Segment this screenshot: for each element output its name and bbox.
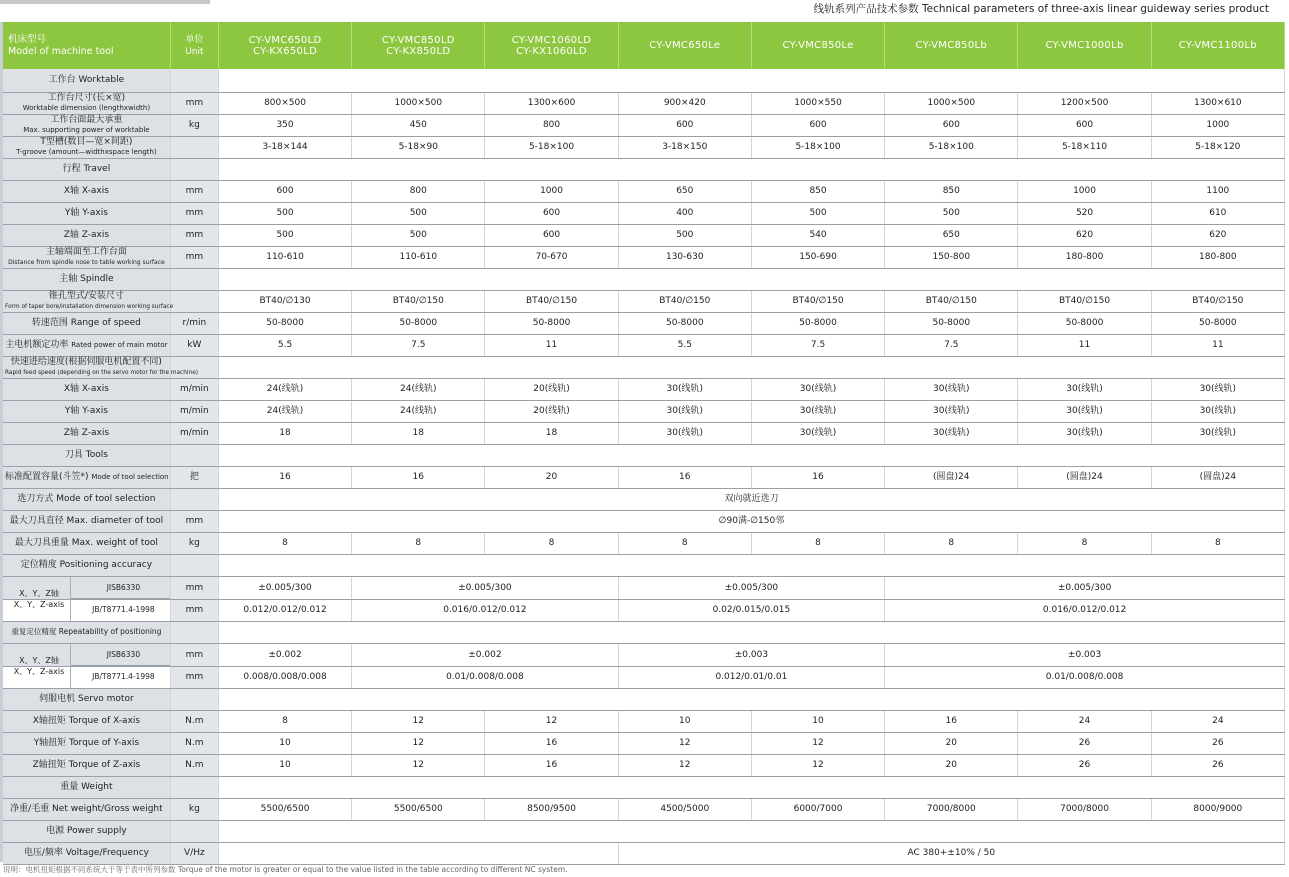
table-row (3, 312, 1285, 334)
section-row-weight (3, 776, 1285, 798)
value-cell: 8 (485, 532, 618, 554)
unit-cell (170, 136, 218, 158)
row-label: X轴 X-axis (3, 180, 170, 202)
value-cell: (圆盘)24 (1018, 466, 1151, 488)
header-row (3, 22, 1285, 69)
value-cell: 1300×610 (1151, 92, 1284, 114)
value-cell: 800 (485, 114, 618, 136)
table-row (3, 400, 1285, 422)
value-cell: 1000×500 (885, 92, 1018, 114)
value-cell: 650 (885, 224, 1018, 246)
model-name-alt: CY-KX1060LD (516, 45, 587, 57)
section-row-servo (3, 688, 1285, 710)
unit-cell: N.m (170, 710, 218, 732)
section-row-travel (3, 158, 1285, 180)
value-cell: 5-18×100 (485, 136, 618, 158)
value-cell: 11 (1018, 334, 1151, 356)
section-row-spindle (3, 268, 1285, 290)
value-cell: 12 (352, 732, 485, 754)
value-cell: 50-8000 (885, 312, 1018, 334)
model-header (485, 22, 618, 69)
unit-label-cn: 单位 (185, 34, 204, 45)
value-cell: 900×420 (618, 92, 751, 114)
value-cell: ±0.005/300 (885, 576, 1285, 599)
value-cell: 500 (352, 224, 485, 246)
value-cell: BT40/∅150 (1151, 290, 1284, 312)
model-label-cell (3, 22, 170, 69)
model-name: CY-VMC850Lb (915, 40, 988, 51)
table-row (3, 732, 1285, 754)
value-cell: 5.5 (618, 334, 751, 356)
row-label: 选刀方式 Mode of tool selection (3, 488, 170, 510)
value-cell: 8 (1151, 532, 1284, 554)
row-label: X轴扭矩 Torque of X-axis (3, 710, 170, 732)
model-header (885, 22, 1018, 69)
value-cell: 500 (618, 224, 751, 246)
value-cell: 30(线轨) (751, 378, 884, 400)
model-header (1151, 22, 1284, 69)
model-header (1018, 22, 1151, 69)
row-label: 最大刀具重量 Max. weight of tool (3, 532, 170, 554)
row-label: 快速进给速度(根据伺服电机配置不同) Rapid feed speed (depending on the servo motor for the machine) (3, 356, 170, 378)
row-label: 工作台面最大承重 Max. supporting power of worktable (3, 114, 170, 136)
model-name-alt: CY-KX850LD (386, 45, 451, 57)
value-cell: 5.5 (218, 334, 351, 356)
value-cell: 180-800 (1151, 246, 1284, 268)
table-row (3, 488, 1285, 510)
value-cell: 8 (618, 532, 751, 554)
value-cell: 7.5 (885, 334, 1018, 356)
section-label: 定位精度 Positioning accuracy (3, 554, 170, 576)
model-name: CY-VMC650LD (248, 34, 322, 46)
value-cell: 1000 (485, 180, 618, 202)
value-cell: 10 (218, 732, 351, 754)
table-row (3, 136, 1285, 158)
value-cell: 30(线轨) (1151, 422, 1284, 444)
value-cell: 12 (485, 710, 618, 732)
value-cell: 20 (485, 466, 618, 488)
value-cell: 30(线轨) (751, 422, 884, 444)
value-cell: 0.02/0.015/0.015 (618, 599, 885, 621)
value-cell: 12 (618, 732, 751, 754)
table-row (3, 334, 1285, 356)
value-cell: 26 (1151, 732, 1284, 754)
value-cell: 0.008/0.008/0.008 (218, 666, 351, 688)
value-cell: 24 (1018, 710, 1151, 732)
row-label: 工作台尺寸(长×宽) Worktable dimension (lengthxwidth) (3, 92, 170, 114)
footnote: 说明：电机扭矩根据不同系统大于等于表中所列参数 Torque of the motor is greater or equal to the value listed in the table according to different NC system. (3, 865, 568, 874)
value-cell: BT40/∅150 (618, 290, 751, 312)
value-cell: 20 (885, 754, 1018, 776)
value-cell: 26 (1018, 754, 1151, 776)
value-cell: BT40/∅150 (751, 290, 884, 312)
value-cell: 600 (618, 114, 751, 136)
unit-label-en: Unit (185, 46, 204, 57)
value-cell: 8 (885, 532, 1018, 554)
value-cell: 600 (751, 114, 884, 136)
section-label: 工作台 Worktable (3, 69, 170, 92)
value-cell: 16 (352, 466, 485, 488)
model-header (352, 22, 485, 69)
value-cell: 110-610 (218, 246, 351, 268)
section-label: 刀具 Tools (3, 444, 170, 466)
value-cell: 11 (485, 334, 618, 356)
unit-cell: N.m (170, 732, 218, 754)
unit-cell: mm (170, 510, 218, 532)
row-label: Y轴扭矩 Torque of Y-axis (3, 732, 170, 754)
table-row (3, 180, 1285, 202)
section-row-tools (3, 444, 1285, 466)
table-row (3, 798, 1285, 820)
value-cell: 610 (1151, 202, 1284, 224)
value-cell: 110-610 (352, 246, 485, 268)
section-label: 重复定位精度 Repeatability of positioning (3, 621, 170, 643)
value-cell: 850 (751, 180, 884, 202)
axes-group: X、Y、Z轴 X、Y、Z-axis JISB6330 JB/T8771.4-1998 (3, 644, 170, 688)
value-cell: ±0.002 (218, 643, 351, 666)
section-label: 重量 Weight (3, 776, 170, 798)
value-cell: 8 (218, 710, 351, 732)
row-label: Z轴扭矩 Torque of Z-axis (3, 754, 170, 776)
value-cell: 1000 (1018, 180, 1151, 202)
row-label (3, 643, 170, 681)
previous-page-edge (0, 0, 210, 4)
value-cell: 500 (885, 202, 1018, 224)
row-label: 锥孔型式/安装尺寸 Form of taper bore/installation dimension working surface (3, 290, 170, 312)
value-cell: 450 (352, 114, 485, 136)
value-cell: 500 (352, 202, 485, 224)
value-cell: 18 (352, 422, 485, 444)
unit-cell: kg (170, 798, 218, 820)
value-cell: 50-8000 (352, 312, 485, 334)
value-cell: 24 (1151, 710, 1284, 732)
value-cell: 400 (618, 202, 751, 224)
unit-cell: N.m (170, 754, 218, 776)
model-header (218, 22, 351, 69)
value-cell: 26 (1018, 732, 1151, 754)
value-cell: 16 (618, 466, 751, 488)
unit-cell: kg (170, 114, 218, 136)
value-cell: 650 (618, 180, 751, 202)
table-row (3, 510, 1285, 532)
value-cell: 1300×600 (485, 92, 618, 114)
value-cell: 7.5 (352, 334, 485, 356)
value-cell: 24(线轨) (352, 400, 485, 422)
value-cell: 7000/8000 (885, 798, 1018, 820)
value-cell: 5-18×100 (885, 136, 1018, 158)
value-cell: 0.01/0.008/0.008 (352, 666, 619, 688)
value-cell: 0.016/0.012/0.012 (885, 599, 1285, 621)
value-cell: 50-8000 (751, 312, 884, 334)
value-cell: 8 (218, 532, 351, 554)
page-title: 线轨系列产品技术参数 Technical parameters of three-axis linear guideway series product (813, 3, 1269, 15)
value-cell: BT40/∅150 (485, 290, 618, 312)
table-row (3, 114, 1285, 136)
row-label: Z轴 Z-axis (3, 224, 170, 246)
value-cell: 130-630 (618, 246, 751, 268)
value-cell: 600 (885, 114, 1018, 136)
unit-cell: mm (170, 643, 218, 666)
row-label: X轴 X-axis (3, 378, 170, 400)
value-cell: 150-690 (751, 246, 884, 268)
value-cell: 8000/9000 (1151, 798, 1284, 820)
unit-cell: m/min (170, 378, 218, 400)
row-label: Z轴 Z-axis (3, 422, 170, 444)
row-label: Y轴 Y-axis (3, 202, 170, 224)
value-cell: 800 (352, 180, 485, 202)
value-cell: 1000 (1151, 114, 1284, 136)
value-cell: BT40/∅150 (1018, 290, 1151, 312)
value-cell: 1000×550 (751, 92, 884, 114)
value-cell: 12 (352, 710, 485, 732)
value-cell: 50-8000 (618, 312, 751, 334)
value-cell: 30(线轨) (618, 378, 751, 400)
value-cell: 30(线轨) (885, 422, 1018, 444)
value-cell: 18 (218, 422, 351, 444)
value-cell: 11 (1151, 334, 1284, 356)
value-cell: 18 (485, 422, 618, 444)
value-cell: 10 (218, 754, 351, 776)
value-cell: 1000×500 (352, 92, 485, 114)
value-cell: 24(线轨) (352, 378, 485, 400)
row-label: 最大刀具直径 Max. diameter of tool (3, 510, 170, 532)
table-row (3, 224, 1285, 246)
unit-label-cell (170, 22, 218, 69)
value-cell: 10 (618, 710, 751, 732)
value-cell: 16 (885, 710, 1018, 732)
value-cell: 8 (1018, 532, 1151, 554)
unit-cell: m/min (170, 422, 218, 444)
row-label: 标准配置容量(斗笠*) Mode of tool selection (3, 466, 170, 488)
value-cell: 5-18×120 (1151, 136, 1284, 158)
unit-cell: mm (170, 180, 218, 202)
value-cell: 500 (218, 224, 351, 246)
table-row (3, 710, 1285, 732)
value-cell: 350 (218, 114, 351, 136)
section-label: 伺服电机 Servo motor (3, 688, 170, 710)
value-cell: 24(线轨) (218, 400, 351, 422)
value-cell: 600 (485, 202, 618, 224)
value-cell: BT40/∅150 (885, 290, 1018, 312)
table-row (3, 599, 1285, 621)
value-cell: 12 (751, 754, 884, 776)
unit-cell: V/Hz (170, 842, 218, 864)
value-cell: 0.012/0.012/0.012 (218, 599, 351, 621)
axes-group: X、Y、Z轴 X、Y、Z-axis JISB6330 JB/T8771.4-1998 (3, 577, 170, 621)
value-cell: 30(线轨) (885, 400, 1018, 422)
value-cell: 16 (485, 732, 618, 754)
row-label: 净重/毛重 Net weight/Gross weight (3, 798, 170, 820)
value-cell: (圆盘)24 (885, 466, 1018, 488)
value-cell: 30(线轨) (1018, 422, 1151, 444)
row-label: T型槽(数目—宽×间距) T-groove (amount—widthxspace length) (3, 136, 170, 158)
table-row (3, 378, 1285, 400)
unit-cell: 把 (170, 466, 218, 488)
value-cell: 520 (1018, 202, 1151, 224)
model-header (618, 22, 751, 69)
table-row (3, 422, 1285, 444)
value-cell: ±0.005/300 (352, 576, 619, 599)
value-cell: 30(线轨) (618, 422, 751, 444)
value-cell: ±0.002 (352, 643, 619, 666)
value-cell: 30(线轨) (885, 378, 1018, 400)
value-cell: 600 (485, 224, 618, 246)
value-cell: BT40/∅130 (218, 290, 351, 312)
section-row-repeatability (3, 621, 1285, 643)
value-cell: 620 (1018, 224, 1151, 246)
value-cell: 30(线轨) (751, 400, 884, 422)
model-label-en: Model of machine tool (8, 45, 114, 57)
value-cell: 30(线轨) (1018, 378, 1151, 400)
value-cell: 6000/7000 (751, 798, 884, 820)
value-cell: ±0.003 (618, 643, 885, 666)
section-label: 电源 Power supply (3, 820, 170, 842)
value-cell: 5-18×100 (751, 136, 884, 158)
table-row (3, 290, 1285, 312)
value-cell: 30(线轨) (1151, 378, 1284, 400)
unit-cell: mm (170, 92, 218, 114)
value-cell: 500 (218, 202, 351, 224)
model-name-alt: CY-KX650LD (252, 45, 318, 57)
model-name: CY-VMC1000Lb (1045, 40, 1124, 51)
spec-table (3, 22, 1285, 865)
value-cell: 8 (751, 532, 884, 554)
model-name: CY-VMC850LD (381, 34, 455, 46)
value-cell: 540 (751, 224, 884, 246)
model-header (751, 22, 884, 69)
value-cell: BT40/∅150 (352, 290, 485, 312)
unit-cell: mm (170, 576, 218, 599)
value-cell: 26 (1151, 754, 1284, 776)
value-cell: 12 (352, 754, 485, 776)
row-label: 转速范围 Range of speed (3, 312, 170, 334)
row-label: Y轴 Y-axis (3, 400, 170, 422)
value-cell: 16 (218, 466, 351, 488)
value-cell: 620 (1151, 224, 1284, 246)
value-cell: 20(线轨) (485, 378, 618, 400)
value-cell: 600 (1018, 114, 1151, 136)
value-cell: 8 (352, 532, 485, 554)
value-cell: 3-18×144 (218, 136, 351, 158)
value-cell: 5-18×90 (352, 136, 485, 158)
value-cell: 7.5 (751, 334, 884, 356)
value-cell: 1100 (1151, 180, 1284, 202)
model-name: CY-VMC850Le (782, 40, 854, 51)
table-row (3, 754, 1285, 776)
value-cell: ±0.005/300 (218, 576, 351, 599)
section-row-positioning (3, 554, 1285, 576)
value-cell: 50-8000 (1151, 312, 1284, 334)
value-cell: 5500/6500 (218, 798, 351, 820)
value-cell: (圆盘)24 (1151, 466, 1284, 488)
section-row-worktable (3, 69, 1285, 92)
value-cell: 20(线轨) (485, 400, 618, 422)
table-row (3, 643, 1285, 666)
unit-cell: mm (170, 666, 218, 688)
value-cell: 50-8000 (1018, 312, 1151, 334)
value-cell: 1200×500 (1018, 92, 1151, 114)
table-row (3, 92, 1285, 114)
unit-cell: mm (170, 599, 218, 621)
unit-cell: m/min (170, 400, 218, 422)
value-cell: 30(线轨) (1151, 400, 1284, 422)
value-cell: 50-8000 (218, 312, 351, 334)
model-name: CY-VMC1060LD (511, 34, 592, 46)
table-row (3, 842, 1285, 864)
value-cell: 850 (885, 180, 1018, 202)
unit-cell (170, 488, 218, 510)
value-cell: 16 (751, 466, 884, 488)
row-label: 主电机额定功率 Rated power of main motor (3, 334, 170, 356)
section-row-rapid (3, 356, 1285, 378)
value-cell: 70-670 (485, 246, 618, 268)
value-cell: ±0.003 (885, 643, 1285, 666)
model-label-cn: 机床型号 (8, 33, 47, 45)
value-cell: 5500/6500 (352, 798, 485, 820)
value-cell: ±0.005/300 (618, 576, 885, 599)
value-cell: 600 (218, 180, 351, 202)
section-label: 行程 Travel (3, 158, 170, 180)
row-label (3, 576, 170, 614)
value-cell: 150-800 (885, 246, 1018, 268)
value-cell: 30(线轨) (618, 400, 751, 422)
unit-cell: mm (170, 224, 218, 246)
unit-cell: r/min (170, 312, 218, 334)
value-cell: 0.016/0.012/0.012 (352, 599, 619, 621)
value-cell: 30(线轨) (1018, 400, 1151, 422)
model-name: CY-VMC1100Lb (1178, 40, 1257, 51)
value-cell: 180-800 (1018, 246, 1151, 268)
value-cell: 12 (618, 754, 751, 776)
table-row (3, 202, 1285, 224)
value-cell: 5-18×110 (1018, 136, 1151, 158)
value-cell: 0.012/0.01/0.01 (618, 666, 885, 688)
value-cell: 10 (751, 710, 884, 732)
value-cell: 8500/9500 (485, 798, 618, 820)
unit-cell: mm (170, 202, 218, 224)
unit-cell (170, 290, 218, 312)
row-label: 主轴端面至工作台面 Distance from spindle nose to table working surface (3, 246, 170, 268)
unit-cell: mm (170, 246, 218, 268)
model-name: CY-VMC650Le (649, 40, 721, 51)
table-row (3, 246, 1285, 268)
section-row-power (3, 820, 1285, 842)
table-row (3, 466, 1285, 488)
value-cell: 24(线轨) (218, 378, 351, 400)
row-label: 电压/频率 Voltage/Frequency (3, 842, 170, 864)
value-cell-merged: 双向就近选刀 (218, 488, 1284, 510)
value-cell: 12 (751, 732, 884, 754)
unit-cell: kW (170, 334, 218, 356)
value-cell: 800×500 (218, 92, 351, 114)
unit-cell: kg (170, 532, 218, 554)
value-cell: 4500/5000 (618, 798, 751, 820)
value-cell: 50-8000 (485, 312, 618, 334)
value-cell-merged: AC 380+±10% / 50 (618, 842, 1284, 864)
value-cell-merged: ∅90满-∅150邻 (218, 510, 1284, 532)
value-cell: 7000/8000 (1018, 798, 1151, 820)
table-row (3, 532, 1285, 554)
table-row (3, 666, 1285, 688)
value-cell: 16 (485, 754, 618, 776)
value-cell: 3-18×150 (618, 136, 751, 158)
table-row (3, 576, 1285, 599)
section-label: 主轴 Spindle (3, 268, 170, 290)
value-cell: 0.01/0.008/0.008 (885, 666, 1285, 688)
value-cell: 500 (751, 202, 884, 224)
value-cell: 20 (885, 732, 1018, 754)
